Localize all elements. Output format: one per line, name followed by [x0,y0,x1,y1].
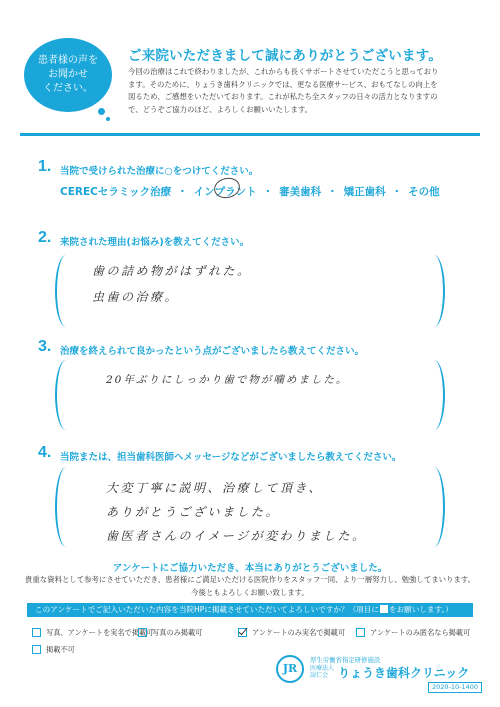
option-aesthetic[interactable]: 審美歯科 [279,186,322,198]
corporation-line-2: 諒仁会 [310,672,329,679]
q3-number: 3 . [38,338,51,356]
bubble-line-3: ください。 [43,83,93,94]
checkbox-label: 写真のみ掲載可 [152,628,203,637]
q4-number: 4 . [38,444,51,462]
checkbox-sample-icon [380,605,388,613]
consent-question-bar [27,603,473,617]
q4-answer-line-2: ありがとうございました。 [106,505,281,519]
option-separator: ・ [262,186,274,198]
checkbox-icon[interactable] [356,628,365,637]
checkbox-label: 写真、アンケートを実名で掲載可 [46,628,154,637]
document-code: 2020-10-1400 [428,682,482,693]
speech-bubble [24,38,112,112]
header-divider [20,133,480,136]
page-title: ご来院いただきまして誠にありがとうございます。 [128,48,443,64]
checkbox-survey-anonymous[interactable] [356,628,470,638]
thanks-line-2: 今後ともよろしくお願い致します。 [191,587,309,597]
thanks-line-1: 貴重な資料として参考にさせていただき、患者様にご満足いただける医院作りをスタッフ一同、より一層努力し、勉強してまいります。 [25,575,475,584]
q2-answer-line-1: 歯の詰め物がはずれた。 [92,264,252,278]
q2-text: 来院された理由(お悩み)を教えてください。 [60,237,250,248]
answer-bracket-left [55,360,77,430]
checkbox-label: アンケートのみ実名で掲載可 [252,628,346,637]
q4-answer-line-3: 歯医者さんのイメージが変わりました。 [106,529,367,543]
q1-options [60,184,446,199]
checkbox-not-allowed[interactable] [32,645,75,655]
checkbox-icon[interactable] [138,628,147,637]
q1-number: 1 . [38,158,51,176]
thanks-title: アンケートにご協力いただき、本当にありがとうございました。 [112,563,388,574]
q4-text: 当院または、担当歯科医師へメッセージなどがございましたら教えてください。 [60,452,402,463]
intro-message [128,66,478,116]
answer-bracket-right [423,467,445,547]
q3-answer-line-1: 20年ぶりにしっかり歯で物が噛めました。 [106,374,349,386]
option-other[interactable]: その他 [408,186,440,198]
clinic-logo: JR [276,655,304,683]
intro-line-4: で、どうぞご協力のほど、よろしくお願いいたします。 [128,104,313,114]
q1-text: 当院で受けられた治療に○をつけてください。 [60,166,259,177]
intro-line-1: 今回の治療はこれで終わりましたが、これからも長くサポートさせていただこうと思っており [128,67,439,76]
bubble-line-2: お聞かせ [48,69,88,80]
checkbox-photo-only[interactable] [138,628,202,638]
consent-question-pre: このアンケートでご記入いただいた内容を当院HPに掲載させていただいてよろしいですか？（項目に [35,605,379,614]
answer-bracket-left [55,255,77,327]
checkbox-label: アンケートのみ匿名なら掲載可 [370,628,471,637]
q4-answer-line-1: 大変丁寧に説明、治療して頂き、 [106,481,324,495]
q2-number: 2 . [38,229,51,247]
option-cerec[interactable]: CERECセラミック治療 [60,186,172,198]
option-separator: ・ [177,186,188,198]
intro-line-3: 図るため、ご感想をいただいております。これが私たち全スタッフの日々の活力となりますの [128,92,438,101]
answer-bracket-right [423,360,445,430]
q2-answer-line-2: 虫歯の治療。 [92,290,180,304]
checkbox-survey-real-name[interactable] [238,628,345,638]
option-separator: ・ [391,186,403,198]
bubble-tail-dot [98,108,105,115]
corporation-name [310,665,336,679]
clinic-name: りょうき歯科クリニック [338,666,470,680]
answer-bracket-right [423,255,445,327]
q3-text: 治療を終えられて良かったという点がございましたら教えてください。 [60,346,365,357]
consent-question-post: をお願いします。） [388,605,453,614]
checkbox-checked-icon[interactable] [238,628,247,637]
bubble-tail-dot-small [106,117,110,121]
checkbox-icon[interactable] [32,645,41,654]
thanks-message [0,574,500,599]
option-separator: ・ [327,186,338,198]
option-implant[interactable]: インプラント [193,186,257,198]
checkbox-real-name-photo[interactable] [32,628,153,638]
answer-bracket-left [55,467,77,547]
option-orthodontics[interactable]: 矯正歯科 [343,186,386,198]
bubble-line-1: 患者様の声を [38,55,98,66]
checkbox-icon[interactable] [32,628,41,637]
designation-text: 厚生労働省指定研修施設 [310,656,381,664]
corporation-line-1: 医療法人 [310,665,335,672]
checkbox-label: 掲載不可 [46,645,75,654]
intro-line-2: ます。そのために、りょうき歯科クリニックでは、更なる医療サービス、おもてなしの向上を [128,79,438,89]
